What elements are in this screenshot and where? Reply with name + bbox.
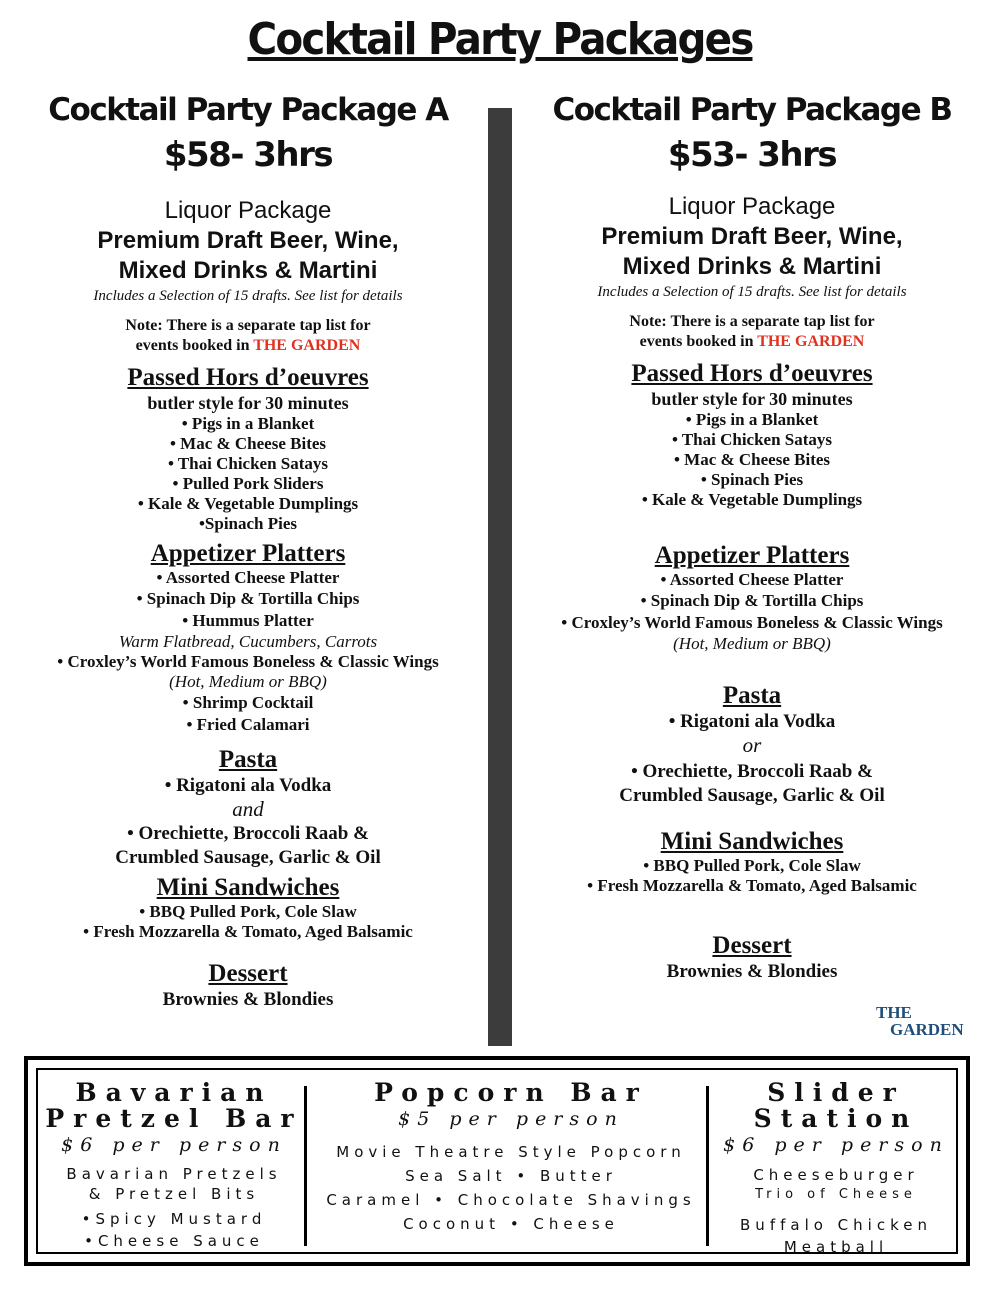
addons-inner-border	[36, 1068, 958, 1254]
list-item: Crumbled Sausage, Garlic & Oil	[115, 847, 381, 868]
passed-sub: butler style for 30 minutes	[147, 393, 349, 413]
pasta-heading: Pasta	[722, 682, 782, 709]
addon-item: Meatball	[783, 1238, 889, 1256]
tap-note: Note: There is a separate tap list for	[125, 317, 371, 334]
package-a-title: Cocktail Party Package A	[48, 92, 448, 128]
tap-note	[0, 336, 496, 356]
slider-station-column	[714, 1080, 958, 1258]
list-item: • BBQ Pulled Pork, Cole Slaw	[643, 856, 861, 875]
addon-item: •Spicy Mustard	[81, 1210, 267, 1228]
pasta-heading: Pasta	[218, 746, 278, 773]
list-item: • Rigatoni ala Vodka	[668, 711, 836, 732]
package-a-price: $58- 3hrs	[163, 135, 333, 175]
list-item: • Thai Chicken Satays	[167, 454, 329, 473]
logo-line: THE	[876, 1003, 912, 1022]
list-item: • Assorted Cheese Platter	[660, 570, 844, 589]
addon-item: Caramel • Chocolate Shavings	[326, 1191, 696, 1209]
logo-line: GARDEN	[890, 1020, 964, 1039]
addon-item: •Cheese Sauce	[84, 1232, 264, 1250]
list-item: • Spinach Pies	[700, 470, 804, 489]
appetizer-heading: Appetizer Platters	[654, 542, 850, 569]
liquor-line: Mixed Drinks & Martini	[118, 257, 378, 284]
item-note: Warm Flatbread, Cucumbers, Carrots	[118, 632, 378, 651]
pretzel-bar-title: Bavarian	[75, 1078, 273, 1107]
popcorn-bar-price: $5 per person	[398, 1108, 624, 1130]
drafts-note: Includes a Selection of 15 drafts. See list for details	[93, 288, 403, 304]
list-item: • Spinach Dip & Tortilla Chips	[640, 591, 864, 610]
liquor-line: Premium Draft Beer, Wine,	[97, 227, 399, 254]
list-item: • Mac & Cheese Bites	[169, 434, 327, 453]
list-item: • Thai Chicken Satays	[671, 430, 833, 449]
list-item: Crumbled Sausage, Garlic & Oil	[619, 785, 885, 806]
pasta-join: or	[742, 733, 762, 757]
list-item: • Kale & Vegetable Dumplings	[137, 494, 359, 513]
addon-item: Trio of Cheese	[755, 1187, 917, 1202]
dessert-heading: Dessert	[712, 932, 792, 959]
list-item: • Assorted Cheese Platter	[156, 568, 340, 587]
addon-item: Buffalo Chicken	[740, 1216, 932, 1234]
dessert-item: Brownies & Blondies	[162, 989, 334, 1010]
the-garden-logo	[876, 1004, 986, 1038]
addon-item: Sea Salt • Butter	[405, 1167, 617, 1185]
addon-item: Coconut • Cheese	[403, 1215, 619, 1233]
passed-sub: butler style for 30 minutes	[651, 389, 853, 409]
package-b-title: Cocktail Party Package B	[552, 92, 952, 128]
tap-note-text: events booked in	[135, 337, 250, 354]
tap-note-highlight: THE GARDEN	[253, 337, 361, 354]
list-item: • Shrimp Cocktail	[182, 693, 314, 712]
addon-item: Movie Theatre Style Popcorn	[336, 1143, 686, 1161]
dessert-heading: Dessert	[208, 960, 288, 987]
list-item: • Kale & Vegetable Dumplings	[641, 490, 863, 509]
sandwich-heading: Mini Sandwiches	[660, 828, 844, 855]
list-item: • Fried Calamari	[186, 715, 310, 734]
liquor-heading: Liquor Package	[668, 193, 836, 220]
list-item: • Hummus Platter	[182, 611, 314, 630]
list-item: • Orechiette, Broccoli Raab &	[127, 823, 369, 844]
slider-station-title: Station	[753, 1104, 919, 1133]
popcorn-bar-column	[314, 1080, 708, 1236]
list-item: • Fresh Mozzarella & Tomato, Aged Balsamic	[587, 876, 917, 895]
appetizer-heading: Appetizer Platters	[150, 540, 346, 567]
list-item: • Croxley’s World Famous Boneless & Classic Wings	[57, 652, 439, 671]
list-item: • Pulled Pork Sliders	[172, 474, 324, 493]
addons-box	[24, 1056, 970, 1266]
package-a-column	[0, 88, 496, 1012]
pretzel-bar-column	[38, 1080, 310, 1252]
pasta-join: and	[232, 797, 264, 821]
list-item: • Pigs in a Blanket	[181, 414, 315, 433]
list-item: • Croxley’s World Famous Boneless & Classic Wings	[561, 613, 943, 632]
tap-note	[504, 332, 1000, 352]
list-item: • Pigs in a Blanket	[685, 410, 819, 429]
item-note: (Hot, Medium or BBQ)	[169, 672, 327, 691]
passed-heading: Passed Hors d’oeuvres	[631, 360, 873, 387]
tap-note: Note: There is a separate tap list for	[629, 313, 875, 330]
tap-note-text: events booked in	[639, 333, 754, 350]
pretzel-bar-price: $6 per person	[61, 1134, 287, 1156]
liquor-line: Mixed Drinks & Martini	[622, 253, 882, 280]
list-item: • Rigatoni ala Vodka	[164, 775, 332, 796]
item-note: (Hot, Medium or BBQ)	[673, 634, 831, 653]
list-item: • Mac & Cheese Bites	[673, 450, 831, 469]
pretzel-bar-title: Pretzel Bar	[45, 1104, 303, 1133]
liquor-line: Premium Draft Beer, Wine,	[601, 223, 903, 250]
list-item: •Spinach Pies	[198, 514, 298, 533]
addon-separator	[304, 1086, 307, 1246]
passed-heading: Passed Hors d’oeuvres	[127, 364, 369, 391]
package-b-price: $53- 3hrs	[667, 135, 837, 175]
drafts-note: Includes a Selection of 15 drafts. See list for details	[597, 284, 907, 300]
sandwich-heading: Mini Sandwiches	[156, 874, 340, 901]
addon-item: Cheeseburger	[753, 1166, 919, 1184]
popcorn-bar-title: Popcorn Bar	[374, 1078, 648, 1107]
list-item: • Spinach Dip & Tortilla Chips	[136, 589, 360, 608]
dessert-item: Brownies & Blondies	[666, 961, 838, 982]
liquor-heading: Liquor Package	[164, 197, 332, 224]
slider-station-price: $6 per person	[723, 1134, 949, 1156]
page-title: Cocktail Party Packages	[247, 14, 753, 65]
addon-separator	[706, 1086, 709, 1246]
package-b-column	[504, 88, 1000, 984]
list-item: • Orechiette, Broccoli Raab &	[631, 761, 873, 782]
list-item: • Fresh Mozzarella & Tomato, Aged Balsamic	[83, 922, 413, 941]
addon-item: Bavarian Pretzels	[66, 1165, 282, 1183]
list-item: • BBQ Pulled Pork, Cole Slaw	[139, 902, 357, 921]
addon-item: & Pretzel Bits	[88, 1185, 260, 1203]
tap-note-highlight: THE GARDEN	[757, 333, 865, 350]
slider-station-title: Slider	[767, 1078, 905, 1107]
